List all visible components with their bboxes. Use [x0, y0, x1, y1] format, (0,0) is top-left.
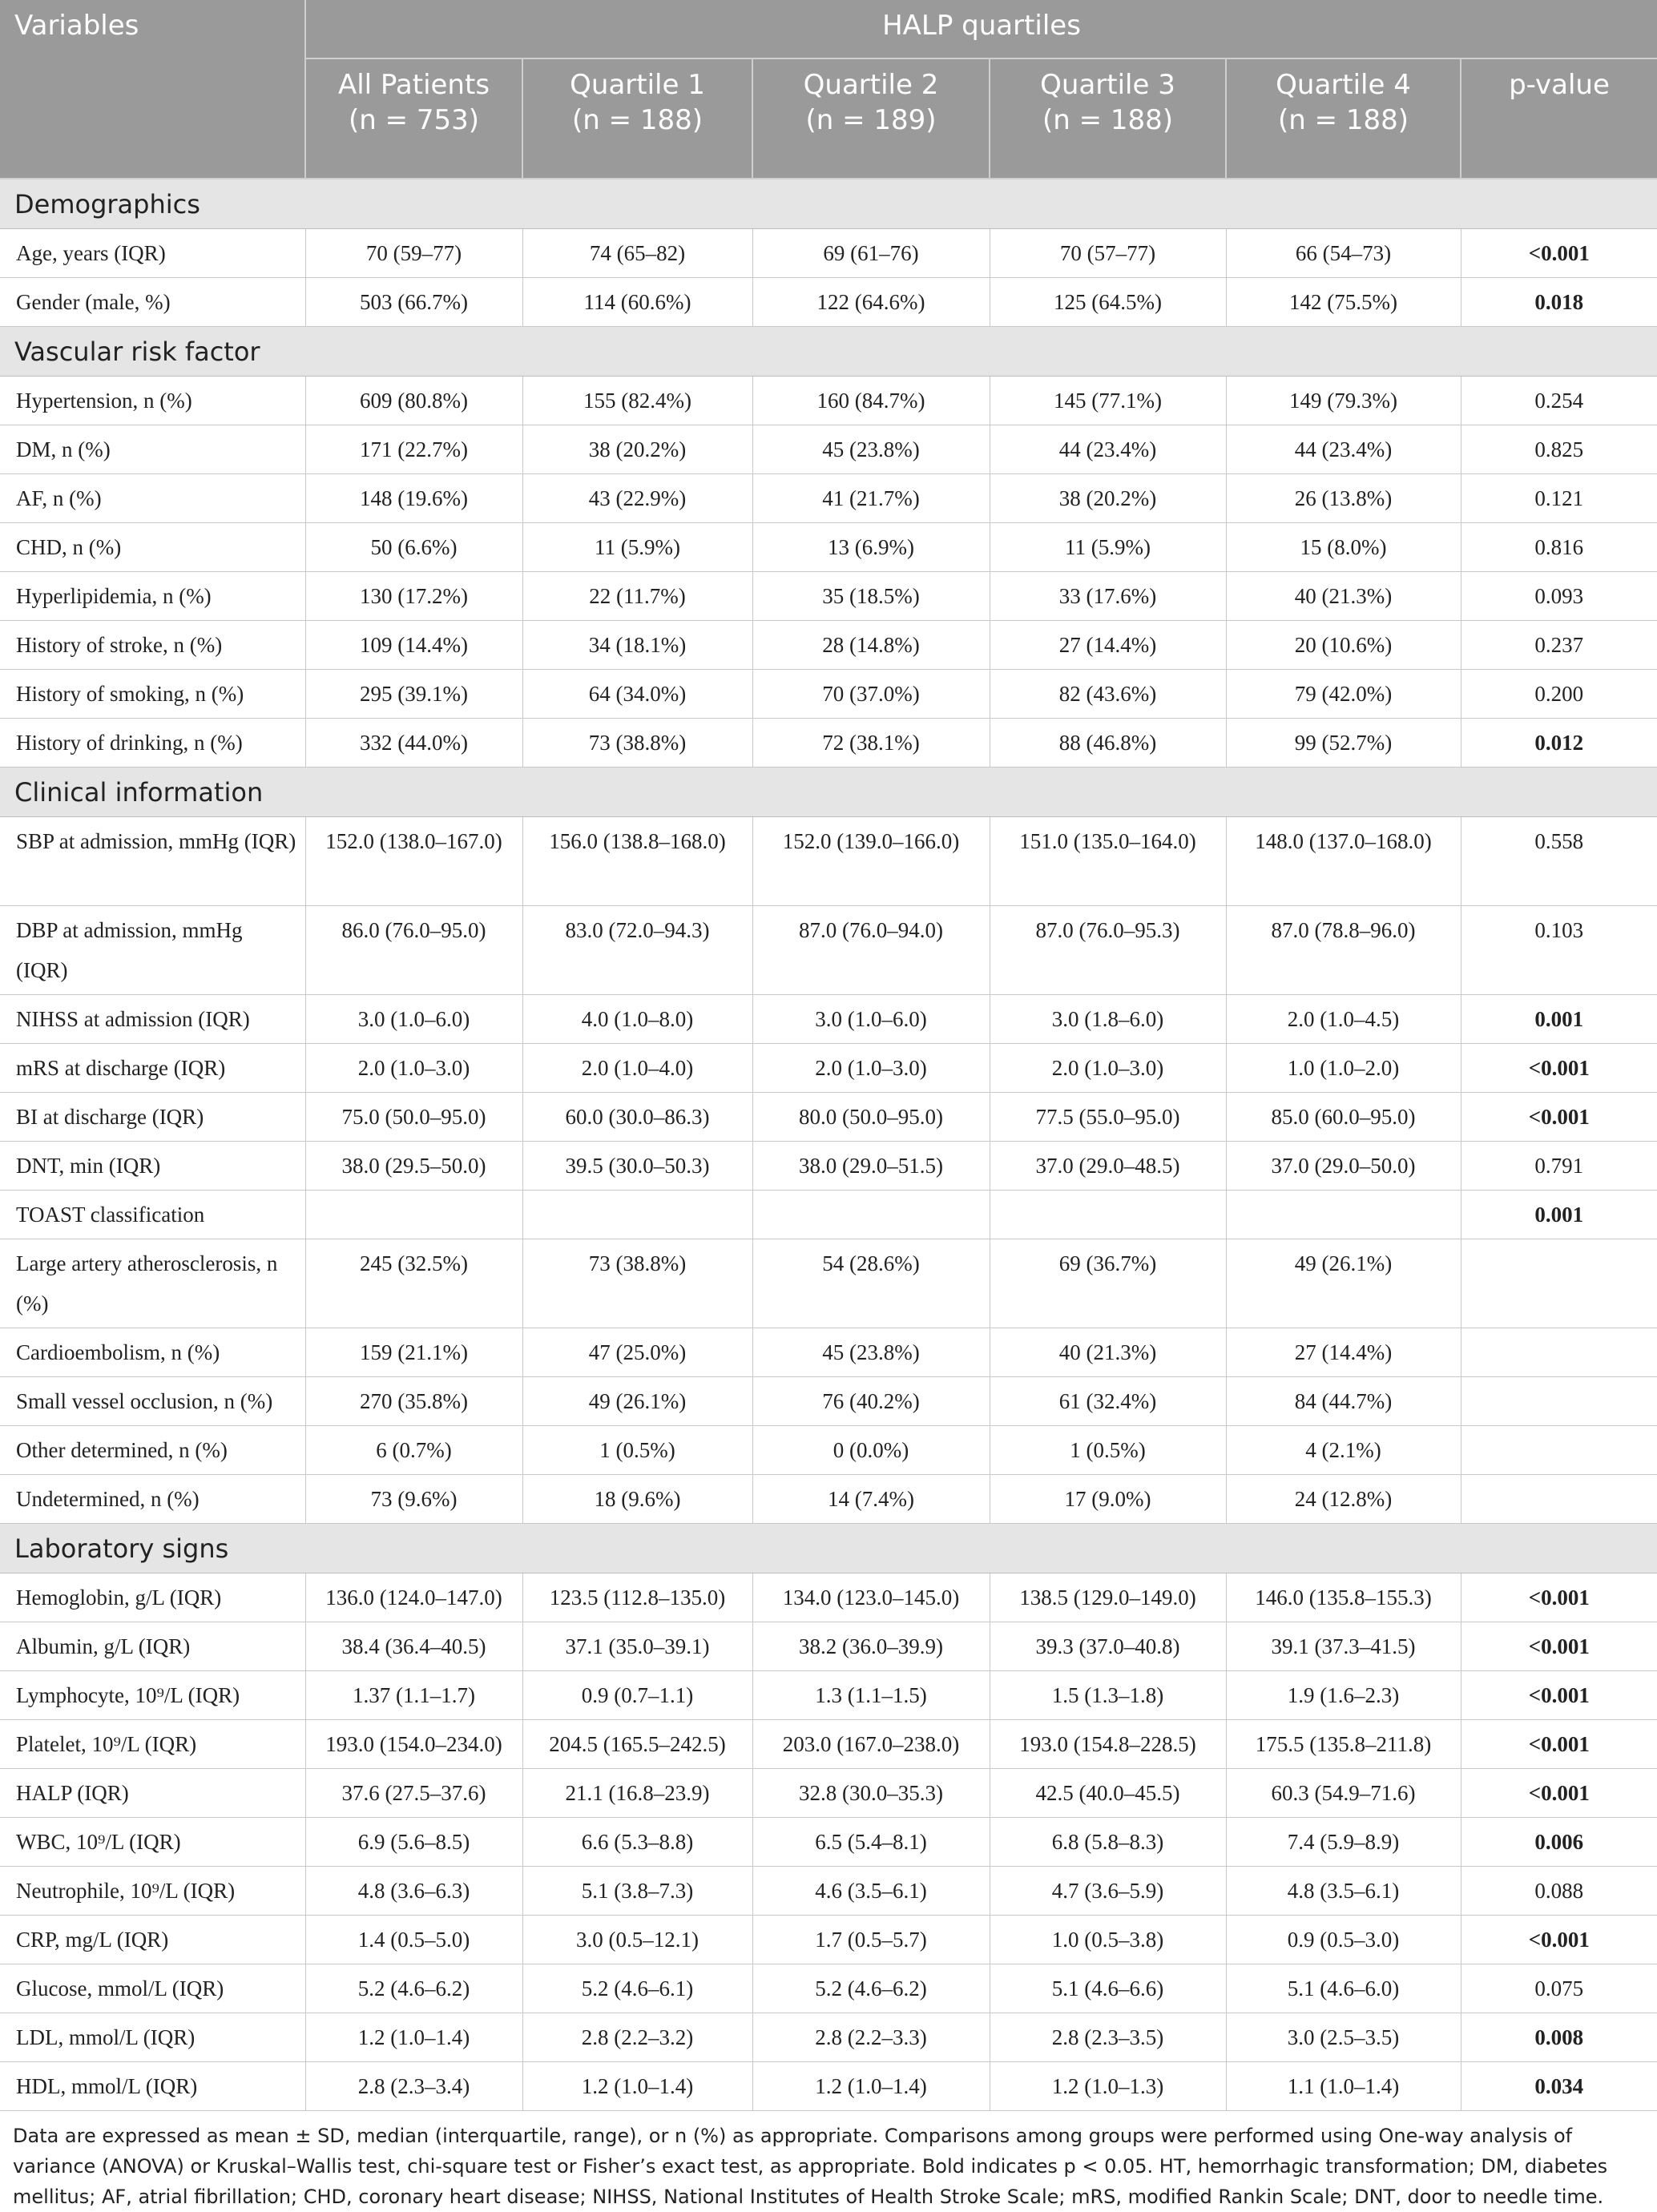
cell-value: 136.0 (124.0–147.0)	[305, 1573, 522, 1622]
cell-value: 40 (21.3%)	[1226, 572, 1461, 621]
cell-value: 99 (52.7%)	[1226, 719, 1461, 768]
cell-pvalue: <0.001	[1461, 1769, 1657, 1818]
cell-value: 203.0 (167.0–238.0)	[752, 1720, 990, 1769]
table-row	[0, 572, 1657, 621]
table-row	[0, 377, 1657, 425]
cell-pvalue: 0.791	[1461, 1142, 1657, 1191]
cell-value: 50 (6.6%)	[305, 523, 522, 572]
cell-value: 4.0 (1.0–8.0)	[522, 995, 752, 1044]
cell-value: 122 (64.6%)	[752, 278, 990, 327]
cell-value: 146.0 (135.8–155.3)	[1226, 1573, 1461, 1622]
header-column-n: (n = 189)	[805, 103, 937, 136]
cell-value: 3.0 (0.5–12.1)	[522, 1916, 752, 1964]
cell-value: 5.2 (4.6–6.2)	[305, 1964, 522, 2013]
row-label: Lymphocyte, 10⁹/L (IQR)	[0, 1671, 305, 1720]
cell-value: 193.0 (154.0–234.0)	[305, 1720, 522, 1769]
table-row	[0, 229, 1657, 278]
cell-value: 45 (23.8%)	[752, 425, 990, 474]
cell-pvalue: <0.001	[1461, 1044, 1657, 1093]
cell-value: 149 (79.3%)	[1226, 377, 1461, 425]
cell-value: 76 (40.2%)	[752, 1377, 990, 1426]
header-column-n: (n = 188)	[1277, 103, 1409, 136]
cell-value: 38.2 (36.0–39.9)	[752, 1622, 990, 1671]
cell-pvalue	[1461, 1426, 1657, 1475]
table-row	[0, 1769, 1657, 1818]
cell-value: 80.0 (50.0–95.0)	[752, 1093, 990, 1142]
cell-value: 1.0 (1.0–2.0)	[1226, 1044, 1461, 1093]
cell-value: 159 (21.1%)	[305, 1328, 522, 1377]
table-row	[0, 1044, 1657, 1093]
table-row	[0, 425, 1657, 474]
cell-value: 70 (37.0%)	[752, 670, 990, 719]
cell-value: 3.0 (2.5–3.5)	[1226, 2013, 1461, 2062]
row-label: Hypertension, n (%)	[0, 377, 305, 425]
row-label: LDL, mmol/L (IQR)	[0, 2013, 305, 2062]
cell-value: 152.0 (138.0–167.0)	[305, 817, 522, 906]
cell-value: 175.5 (135.8–211.8)	[1226, 1720, 1461, 1769]
cell-value: 54 (28.6%)	[752, 1239, 990, 1328]
cell-value: 332 (44.0%)	[305, 719, 522, 768]
row-label: History of drinking, n (%)	[0, 719, 305, 768]
table-row	[0, 1867, 1657, 1916]
cell-pvalue	[1461, 1239, 1657, 1328]
cell-value: 4.8 (3.6–6.3)	[305, 1867, 522, 1916]
row-label: SBP at admission, mmHg (IQR)	[0, 817, 305, 906]
cell-value: 5.2 (4.6–6.2)	[752, 1964, 990, 2013]
row-label: DBP at admission, mmHg (IQR)	[0, 906, 305, 995]
cell-value: 2.0 (1.0–4.0)	[522, 1044, 752, 1093]
section-row	[0, 1524, 1657, 1573]
cell-value: 86.0 (76.0–95.0)	[305, 906, 522, 995]
row-label: Hyperlipidemia, n (%)	[0, 572, 305, 621]
cell-value: 38 (20.2%)	[990, 474, 1226, 523]
table-row	[0, 474, 1657, 523]
cell-value: 142 (75.5%)	[1226, 278, 1461, 327]
table-row	[0, 1573, 1657, 1622]
cell-value: 21.1 (16.8–23.9)	[522, 1769, 752, 1818]
cell-value: 0.9 (0.5–3.0)	[1226, 1916, 1461, 1964]
row-label: Glucose, mmol/L (IQR)	[0, 1964, 305, 2013]
cell-pvalue: <0.001	[1461, 1093, 1657, 1142]
cell-value: 160 (84.7%)	[752, 377, 990, 425]
cell-value: 3.0 (1.0–6.0)	[305, 995, 522, 1044]
cell-value: 1.2 (1.0–1.3)	[990, 2062, 1226, 2111]
cell-value: 148 (19.6%)	[305, 474, 522, 523]
cell-pvalue: 0.103	[1461, 906, 1657, 995]
cell-value: 70 (57–77)	[990, 229, 1226, 278]
cell-value: 27 (14.4%)	[990, 621, 1226, 670]
table-body	[0, 179, 1657, 2111]
cell-value: 4 (2.1%)	[1226, 1426, 1461, 1475]
cell-value: 79 (42.0%)	[1226, 670, 1461, 719]
cell-value: 151.0 (135.0–164.0)	[990, 817, 1226, 906]
cell-value: 2.8 (2.3–3.4)	[305, 2062, 522, 2111]
header-column-n: (n = 188)	[1042, 103, 1174, 136]
cell-value: 26 (13.8%)	[1226, 474, 1461, 523]
table-row	[0, 1475, 1657, 1524]
cell-value: 87.0 (76.0–94.0)	[752, 906, 990, 995]
table-row	[0, 2013, 1657, 2062]
cell-value: 43 (22.9%)	[522, 474, 752, 523]
cell-value: 1.2 (1.0–1.4)	[305, 2013, 522, 2062]
section-row	[0, 327, 1657, 377]
header-column	[305, 58, 522, 179]
cell-value: 69 (36.7%)	[990, 1239, 1226, 1328]
cell-value: 1.0 (0.5–3.8)	[990, 1916, 1226, 1964]
row-label: HDL, mmol/L (IQR)	[0, 2062, 305, 2111]
table-row	[0, 1191, 1657, 1239]
cell-value	[305, 1191, 522, 1239]
cell-value: 38.4 (36.4–40.5)	[305, 1622, 522, 1671]
cell-pvalue: 0.012	[1461, 719, 1657, 768]
cell-value: 39.5 (30.0–50.3)	[522, 1142, 752, 1191]
header-column	[752, 58, 990, 179]
table-header	[0, 0, 1657, 179]
cell-value: 39.3 (37.0–40.8)	[990, 1622, 1226, 1671]
table-row	[0, 1093, 1657, 1142]
cell-value: 152.0 (139.0–166.0)	[752, 817, 990, 906]
cell-value: 75.0 (50.0–95.0)	[305, 1093, 522, 1142]
cell-pvalue: 0.825	[1461, 425, 1657, 474]
cell-value: 72 (38.1%)	[752, 719, 990, 768]
table-row	[0, 621, 1657, 670]
cell-value: 33 (17.6%)	[990, 572, 1226, 621]
table-row	[0, 817, 1657, 906]
row-label: Albumin, g/L (IQR)	[0, 1622, 305, 1671]
header-column-name: Quartile 4	[1276, 68, 1411, 101]
cell-pvalue: 0.088	[1461, 1867, 1657, 1916]
cell-value: 1.7 (0.5–5.7)	[752, 1916, 990, 1964]
cell-value: 27 (14.4%)	[1226, 1328, 1461, 1377]
table-row	[0, 278, 1657, 327]
cell-value: 49 (26.1%)	[522, 1377, 752, 1426]
cell-value: 109 (14.4%)	[305, 621, 522, 670]
row-label: HALP (IQR)	[0, 1769, 305, 1818]
table-row	[0, 1239, 1657, 1328]
row-label: mRS at discharge (IQR)	[0, 1044, 305, 1093]
cell-value: 6.8 (5.8–8.3)	[990, 1818, 1226, 1867]
table-row	[0, 1426, 1657, 1475]
cell-pvalue: 0.075	[1461, 1964, 1657, 2013]
cell-pvalue: 0.200	[1461, 670, 1657, 719]
header-column-name: Quartile 1	[570, 68, 705, 101]
header-pvalue: p-value	[1461, 58, 1657, 179]
cell-value: 73 (38.8%)	[522, 1239, 752, 1328]
cell-value: 37.0 (29.0–48.5)	[990, 1142, 1226, 1191]
cell-pvalue	[1461, 1475, 1657, 1524]
cell-value: 73 (9.6%)	[305, 1475, 522, 1524]
table-footnote: Data are expressed as mean ± SD, median (interquartile, range), or n (%) as appropriate. Comparisons among groups were performed using One-way analysis of variance (ANOVA) or Kruskal–Wallis test, chi-square test or Fisher’s exact test, as appropriate. Bold indicates p < 0.05. HT, hemorrhagic transformation; DM, diabetes mellitus; AF, atrial fibrillation; CHD, coronary heart disease; NIHSS, National Institutes of Health Stroke Scale; mRS, modified Rankin Scale; DNT, door to needle time.	[13, 2125, 1608, 2208]
cell-value: 44 (23.4%)	[1226, 425, 1461, 474]
cell-value: 74 (65–82)	[522, 229, 752, 278]
cell-value: 295 (39.1%)	[305, 670, 522, 719]
cell-value: 77.5 (55.0–95.0)	[990, 1093, 1226, 1142]
cell-value: 6 (0.7%)	[305, 1426, 522, 1475]
cell-value: 44 (23.4%)	[990, 425, 1226, 474]
cell-value: 38 (20.2%)	[522, 425, 752, 474]
cell-value	[1226, 1191, 1461, 1239]
cell-value: 20 (10.6%)	[1226, 621, 1461, 670]
cell-value: 87.0 (76.0–95.3)	[990, 906, 1226, 995]
table-row	[0, 670, 1657, 719]
header-column	[522, 58, 752, 179]
cell-value: 6.9 (5.6–8.5)	[305, 1818, 522, 1867]
cell-value: 138.5 (129.0–149.0)	[990, 1573, 1226, 1622]
cell-value	[752, 1191, 990, 1239]
cell-value: 1.37 (1.1–1.7)	[305, 1671, 522, 1720]
cell-value: 45 (23.8%)	[752, 1328, 990, 1377]
cell-value: 37.1 (35.0–39.1)	[522, 1622, 752, 1671]
table-row	[0, 1720, 1657, 1769]
table-row	[0, 1377, 1657, 1426]
row-label: Neutrophile, 10⁹/L (IQR)	[0, 1867, 305, 1916]
table-row	[0, 1622, 1657, 1671]
cell-value: 245 (32.5%)	[305, 1239, 522, 1328]
cell-value: 123.5 (112.8–135.0)	[522, 1573, 752, 1622]
cell-value: 32.8 (30.0–35.3)	[752, 1769, 990, 1818]
cell-value: 1.4 (0.5–5.0)	[305, 1916, 522, 1964]
cell-pvalue: 0.018	[1461, 278, 1657, 327]
cell-value: 3.0 (1.8–6.0)	[990, 995, 1226, 1044]
cell-pvalue: <0.001	[1461, 1573, 1657, 1622]
row-label: DNT, min (IQR)	[0, 1142, 305, 1191]
cell-value: 2.0 (1.0–3.0)	[990, 1044, 1226, 1093]
section-row	[0, 768, 1657, 817]
cell-value: 37.6 (27.5–37.6)	[305, 1769, 522, 1818]
cell-value: 5.1 (4.6–6.6)	[990, 1964, 1226, 2013]
table-row	[0, 1142, 1657, 1191]
section-title: Vascular risk factor	[0, 327, 1657, 377]
cell-value: 503 (66.7%)	[305, 278, 522, 327]
cell-value: 69 (61–76)	[752, 229, 990, 278]
cell-value: 28 (14.8%)	[752, 621, 990, 670]
cell-value: 114 (60.6%)	[522, 278, 752, 327]
cell-value: 1.5 (1.3–1.8)	[990, 1671, 1226, 1720]
cell-value: 0.9 (0.7–1.1)	[522, 1671, 752, 1720]
cell-pvalue: <0.001	[1461, 1622, 1657, 1671]
cell-value: 134.0 (123.0–145.0)	[752, 1573, 990, 1622]
cell-value: 2.0 (1.0–4.5)	[1226, 995, 1461, 1044]
row-label: TOAST classification	[0, 1191, 305, 1239]
section-title: Clinical information	[0, 768, 1657, 817]
cell-value: 148.0 (137.0–168.0)	[1226, 817, 1461, 906]
row-label: NIHSS at admission (IQR)	[0, 995, 305, 1044]
cell-value: 130 (17.2%)	[305, 572, 522, 621]
header-column-name: Quartile 3	[1040, 68, 1175, 101]
row-label: Gender (male, %)	[0, 278, 305, 327]
cell-pvalue: 0.558	[1461, 817, 1657, 906]
cell-value: 1 (0.5%)	[990, 1426, 1226, 1475]
cell-value: 35 (18.5%)	[752, 572, 990, 621]
cell-value: 2.8 (2.2–3.3)	[752, 2013, 990, 2062]
cell-value: 125 (64.5%)	[990, 278, 1226, 327]
cell-value: 15 (8.0%)	[1226, 523, 1461, 572]
cell-value: 6.5 (5.4–8.1)	[752, 1818, 990, 1867]
cell-value: 84 (44.7%)	[1226, 1377, 1461, 1426]
row-label: History of smoking, n (%)	[0, 670, 305, 719]
cell-value: 0 (0.0%)	[752, 1426, 990, 1475]
header-column-name: Quartile 2	[803, 68, 939, 101]
row-label: History of stroke, n (%)	[0, 621, 305, 670]
header-column	[1226, 58, 1461, 179]
row-label: BI at discharge (IQR)	[0, 1093, 305, 1142]
row-label: Large artery atherosclerosis, n (%)	[0, 1239, 305, 1328]
cell-value: 193.0 (154.8–228.5)	[990, 1720, 1226, 1769]
cell-value: 17 (9.0%)	[990, 1475, 1226, 1524]
cell-value: 87.0 (78.8–96.0)	[1226, 906, 1461, 995]
cell-value: 171 (22.7%)	[305, 425, 522, 474]
table-row	[0, 1964, 1657, 2013]
cell-value: 41 (21.7%)	[752, 474, 990, 523]
cell-value: 73 (38.8%)	[522, 719, 752, 768]
cell-value: 24 (12.8%)	[1226, 1475, 1461, 1524]
section-title: Demographics	[0, 179, 1657, 229]
row-label: Other determined, n (%)	[0, 1426, 305, 1475]
row-label: Small vessel occlusion, n (%)	[0, 1377, 305, 1426]
cell-value: 2.0 (1.0–3.0)	[752, 1044, 990, 1093]
cell-pvalue: 0.001	[1461, 1191, 1657, 1239]
cell-value: 11 (5.9%)	[522, 523, 752, 572]
cell-pvalue	[1461, 1328, 1657, 1377]
cell-value: 5.1 (4.6–6.0)	[1226, 1964, 1461, 2013]
cell-pvalue: 0.816	[1461, 523, 1657, 572]
header-column-n: (n = 188)	[571, 103, 704, 136]
cell-value: 60.0 (30.0–86.3)	[522, 1093, 752, 1142]
cell-value: 204.5 (165.5–242.5)	[522, 1720, 752, 1769]
cell-pvalue: 0.254	[1461, 377, 1657, 425]
header-column-name: All Patients	[337, 68, 490, 101]
row-label: Cardioembolism, n (%)	[0, 1328, 305, 1377]
table-row	[0, 995, 1657, 1044]
cell-value: 13 (6.9%)	[752, 523, 990, 572]
cell-value: 88 (46.8%)	[990, 719, 1226, 768]
cell-value: 1.3 (1.1–1.5)	[752, 1671, 990, 1720]
cell-pvalue: 0.008	[1461, 2013, 1657, 2062]
cell-value: 34 (18.1%)	[522, 621, 752, 670]
cell-value: 47 (25.0%)	[522, 1328, 752, 1377]
cell-value: 7.4 (5.9–8.9)	[1226, 1818, 1461, 1867]
cell-value: 11 (5.9%)	[990, 523, 1226, 572]
row-label: CRP, mg/L (IQR)	[0, 1916, 305, 1964]
row-label: Age, years (IQR)	[0, 229, 305, 278]
cell-value: 85.0 (60.0–95.0)	[1226, 1093, 1461, 1142]
cell-value: 18 (9.6%)	[522, 1475, 752, 1524]
cell-value: 4.6 (3.5–6.1)	[752, 1867, 990, 1916]
cell-value: 1.1 (1.0–1.4)	[1226, 2062, 1461, 2111]
header-column-n: (n = 753)	[348, 103, 480, 136]
cell-value: 1.2 (1.0–1.4)	[522, 2062, 752, 2111]
cell-pvalue: 0.237	[1461, 621, 1657, 670]
cell-value: 5.2 (4.6–6.1)	[522, 1964, 752, 2013]
cell-value: 49 (26.1%)	[1226, 1239, 1461, 1328]
table-row	[0, 1916, 1657, 1964]
cell-value: 61 (32.4%)	[990, 1377, 1226, 1426]
cell-pvalue: <0.001	[1461, 1671, 1657, 1720]
row-label: WBC, 10⁹/L (IQR)	[0, 1818, 305, 1867]
cell-value: 38.0 (29.0–51.5)	[752, 1142, 990, 1191]
table-row	[0, 1671, 1657, 1720]
table-row	[0, 906, 1657, 995]
cell-pvalue: <0.001	[1461, 229, 1657, 278]
cell-value	[522, 1191, 752, 1239]
cell-value: 1.9 (1.6–2.3)	[1226, 1671, 1461, 1720]
cell-pvalue: 0.093	[1461, 572, 1657, 621]
cell-value: 3.0 (1.0–6.0)	[752, 995, 990, 1044]
cell-value: 38.0 (29.5–50.0)	[305, 1142, 522, 1191]
cell-value: 83.0 (72.0–94.3)	[522, 906, 752, 995]
cell-value: 40 (21.3%)	[990, 1328, 1226, 1377]
cell-value: 14 (7.4%)	[752, 1475, 990, 1524]
cell-pvalue: 0.034	[1461, 2062, 1657, 2111]
cell-value: 42.5 (40.0–45.5)	[990, 1769, 1226, 1818]
cell-value: 4.8 (3.5–6.1)	[1226, 1867, 1461, 1916]
cell-value: 6.6 (5.3–8.8)	[522, 1818, 752, 1867]
cell-value: 39.1 (37.3–41.5)	[1226, 1622, 1461, 1671]
cell-value: 64 (34.0%)	[522, 670, 752, 719]
cell-value: 609 (80.8%)	[305, 377, 522, 425]
row-label: Platelet, 10⁹/L (IQR)	[0, 1720, 305, 1769]
cell-value: 37.0 (29.0–50.0)	[1226, 1142, 1461, 1191]
row-label: Hemoglobin, g/L (IQR)	[0, 1573, 305, 1622]
table-row	[0, 1328, 1657, 1377]
cell-pvalue: 0.006	[1461, 1818, 1657, 1867]
cell-pvalue	[1461, 1377, 1657, 1426]
cell-value: 145 (77.1%)	[990, 377, 1226, 425]
cell-value	[990, 1191, 1226, 1239]
table-row	[0, 719, 1657, 768]
row-label: DM, n (%)	[0, 425, 305, 474]
cell-value: 60.3 (54.9–71.6)	[1226, 1769, 1461, 1818]
cell-value: 2.8 (2.2–3.2)	[522, 2013, 752, 2062]
section-title: Laboratory signs	[0, 1524, 1657, 1573]
cell-value: 270 (35.8%)	[305, 1377, 522, 1426]
row-label: AF, n (%)	[0, 474, 305, 523]
cell-value: 22 (11.7%)	[522, 572, 752, 621]
cell-value: 1.2 (1.0–1.4)	[752, 2062, 990, 2111]
row-label: Undetermined, n (%)	[0, 1475, 305, 1524]
row-label: CHD, n (%)	[0, 523, 305, 572]
cell-pvalue: 0.121	[1461, 474, 1657, 523]
table-row	[0, 1818, 1657, 1867]
cell-pvalue: 0.001	[1461, 995, 1657, 1044]
cell-value: 66 (54–73)	[1226, 229, 1461, 278]
cell-value: 156.0 (138.8–168.0)	[522, 817, 752, 906]
cell-value: 70 (59–77)	[305, 229, 522, 278]
cell-value: 4.7 (3.6–5.9)	[990, 1867, 1226, 1916]
header-variables: Variables	[0, 0, 305, 179]
cell-value: 2.8 (2.3–3.5)	[990, 2013, 1226, 2062]
cell-value: 5.1 (3.8–7.3)	[522, 1867, 752, 1916]
cell-pvalue: <0.001	[1461, 1916, 1657, 1964]
table-row	[0, 523, 1657, 572]
cell-value: 2.0 (1.0–3.0)	[305, 1044, 522, 1093]
section-row	[0, 179, 1657, 229]
header-column	[990, 58, 1226, 179]
cell-pvalue: <0.001	[1461, 1720, 1657, 1769]
cell-value: 82 (43.6%)	[990, 670, 1226, 719]
cell-value: 1 (0.5%)	[522, 1426, 752, 1475]
header-group: HALP quartiles	[305, 0, 1657, 58]
cell-value: 155 (82.4%)	[522, 377, 752, 425]
table-row	[0, 2062, 1657, 2111]
